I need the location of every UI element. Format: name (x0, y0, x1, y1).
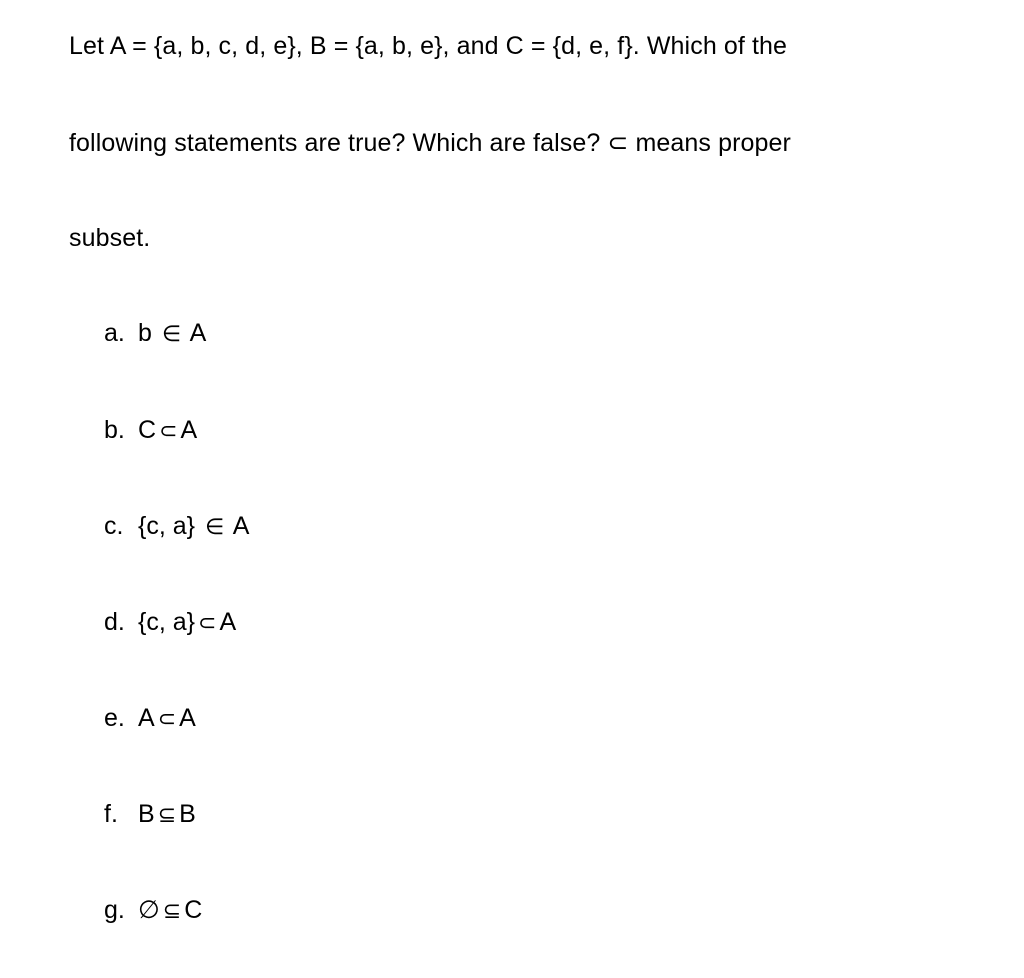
statement-right-operand: A (232, 512, 250, 540)
statement-left-operand: b (138, 319, 152, 347)
statement-symbol: ∈ (161, 322, 182, 347)
statement-left-operand: ∅ (138, 896, 160, 924)
statement-symbol: ⊂ (159, 419, 178, 444)
statement-e (104, 703, 196, 735)
statement-left-operand: A (138, 704, 155, 732)
statement-symbol: ⊆ (162, 899, 182, 924)
statement-label: a. (104, 319, 125, 347)
statement-symbol: ⊂ (157, 707, 177, 732)
problem-line-1: Let A = {a, b, c, d, e}, B = {a, b, e}, and C = {d, e, f}. Which of the (69, 32, 788, 60)
statement-right-operand: A (219, 608, 237, 636)
statement-right-operand: C (184, 896, 203, 924)
statement-label: e. (104, 704, 125, 732)
statement-left-operand: {c, a} (138, 512, 195, 540)
statement-label: c. (104, 512, 124, 540)
statement-d (104, 607, 236, 639)
statement-symbol: ⊂ (198, 611, 217, 636)
statement-right-operand: B (179, 800, 196, 828)
statement-right-operand: A (180, 416, 198, 444)
statement-label: b. (104, 416, 125, 444)
statement-f (104, 799, 196, 831)
statement-symbol: ∈ (204, 515, 225, 540)
statement-symbol: ⊆ (157, 803, 177, 828)
problem-line-2: following statements are true? Which are false? ⊂ means proper (69, 129, 791, 157)
statement-left-operand: B (138, 800, 155, 828)
statement-c (104, 511, 249, 543)
statement-label: f. (104, 800, 118, 828)
statement-label: g. (104, 896, 125, 924)
statement-left-operand: C (138, 416, 157, 444)
statement-g (104, 895, 202, 927)
statement-right-operand: A (189, 319, 207, 347)
problem-line-3: subset. (69, 224, 151, 252)
statement-left-operand: {c, a} (138, 608, 195, 636)
statement-label: d. (104, 608, 125, 636)
statement-a (104, 318, 206, 350)
statement-right-operand: A (179, 704, 196, 732)
statement-b (104, 415, 197, 447)
